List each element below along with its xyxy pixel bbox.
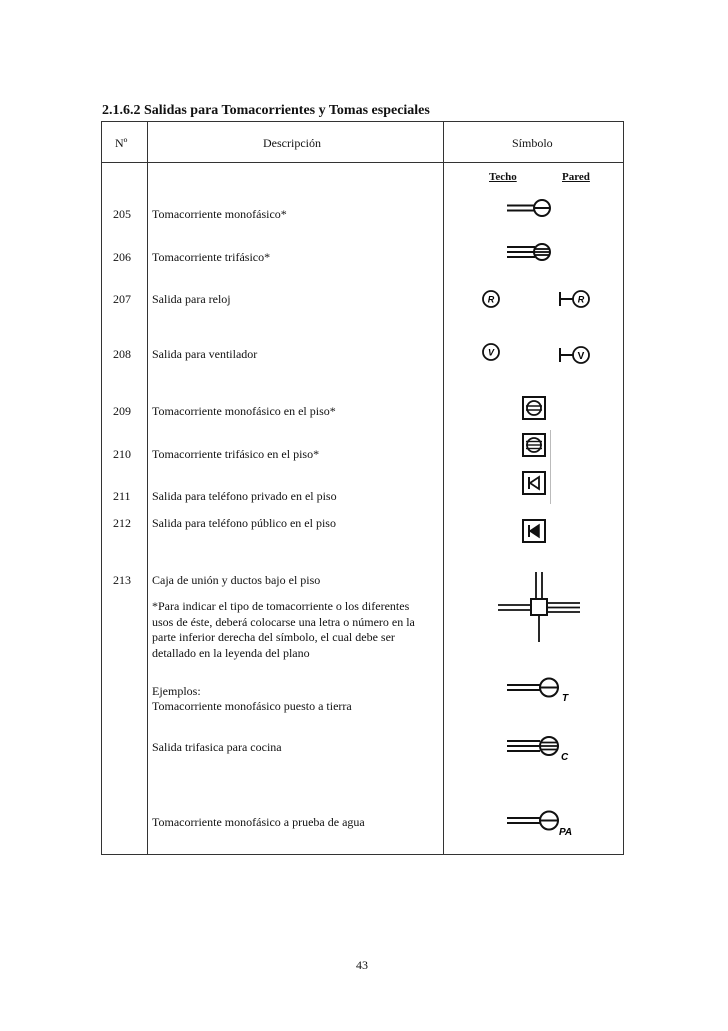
row-number: 205 bbox=[113, 207, 131, 221]
subheader-wall: Pared bbox=[562, 171, 590, 183]
row-description: Tomacorriente trifásico* bbox=[152, 250, 271, 264]
header-number: Nº bbox=[115, 136, 128, 150]
symbol-letter: R bbox=[487, 294, 495, 305]
row-number: 208 bbox=[113, 347, 131, 361]
waterproof-outlet-symbol bbox=[505, 808, 581, 838]
symbol-letter: V bbox=[487, 347, 495, 358]
note-line: parte inferior derecha del símbolo, el cual debe ser bbox=[152, 630, 395, 644]
header-divider bbox=[101, 162, 624, 163]
floor-single-phase-outlet-symbol bbox=[521, 395, 547, 421]
junction-box-symbol bbox=[496, 570, 582, 644]
header-symbol: Símbolo bbox=[512, 136, 553, 150]
floor-three-phase-outlet-symbol bbox=[521, 432, 547, 458]
row-number: 207 bbox=[113, 292, 131, 306]
example-description: Salida trifasica para cocina bbox=[152, 740, 282, 754]
section-title: 2.1.6.2 Salidas para Tomacorrientes y Tomas especiales bbox=[102, 103, 430, 118]
single-phase-outlet-symbol bbox=[505, 197, 555, 219]
row-number: 210 bbox=[113, 447, 131, 461]
fan-ceiling-symbol bbox=[480, 341, 502, 363]
row-number: 209 bbox=[113, 404, 131, 418]
private-phone-floor-symbol bbox=[521, 470, 547, 496]
examples-label: Ejemplos: bbox=[152, 684, 201, 698]
page-number: 43 bbox=[356, 958, 368, 972]
note-paragraph bbox=[152, 599, 432, 661]
subheader-ceiling: Techo bbox=[489, 171, 517, 183]
kitchen-outlet-symbol bbox=[505, 733, 575, 763]
column-divider bbox=[443, 121, 444, 855]
fan-wall-symbol bbox=[557, 343, 593, 367]
row-description: Tomacorriente monofásico en el piso* bbox=[152, 404, 336, 418]
note-line: detallado en la leyenda del plano bbox=[152, 645, 310, 660]
clock-ceiling-symbol bbox=[480, 288, 502, 310]
row-number: 212 bbox=[113, 516, 131, 530]
symbol-divider bbox=[550, 430, 551, 504]
row-description: Salida para reloj bbox=[152, 292, 231, 306]
row-description: Caja de unión y ductos bajo el piso bbox=[152, 573, 321, 587]
row-description: Salida para ventilador bbox=[152, 347, 258, 361]
symbol-suffix: T bbox=[562, 693, 569, 703]
row-number: 213 bbox=[113, 573, 131, 587]
symbol-letter: V bbox=[577, 351, 585, 362]
column-divider bbox=[147, 121, 148, 855]
note-line: *Para indicar el tipo de tomacorriente o los diferentes bbox=[152, 599, 410, 613]
header-description: Descripción bbox=[263, 136, 321, 150]
row-description: Salida para teléfono público en el piso bbox=[152, 516, 336, 530]
example-description: Tomacorriente monofásico a prueba de agua bbox=[152, 815, 365, 829]
grounded-outlet-symbol bbox=[505, 675, 575, 703]
row-description: Salida para teléfono privado en el piso bbox=[152, 489, 337, 503]
three-phase-outlet-symbol bbox=[505, 240, 555, 264]
symbol-suffix: PA bbox=[559, 827, 573, 838]
symbol-suffix: C bbox=[561, 752, 569, 763]
row-description: Tomacorriente monofásico* bbox=[152, 207, 287, 221]
row-description: Tomacorriente trifásico en el piso* bbox=[152, 447, 320, 461]
clock-wall-symbol bbox=[557, 288, 593, 310]
example-description: Tomacorriente monofásico puesto a tierra bbox=[152, 699, 352, 713]
public-phone-floor-symbol bbox=[521, 518, 547, 544]
symbol-letter: R bbox=[577, 294, 585, 305]
row-number: 206 bbox=[113, 250, 131, 264]
note-line: usos de éste, deberá colocarse una letra o número en la bbox=[152, 614, 415, 629]
row-number: 211 bbox=[113, 489, 131, 503]
